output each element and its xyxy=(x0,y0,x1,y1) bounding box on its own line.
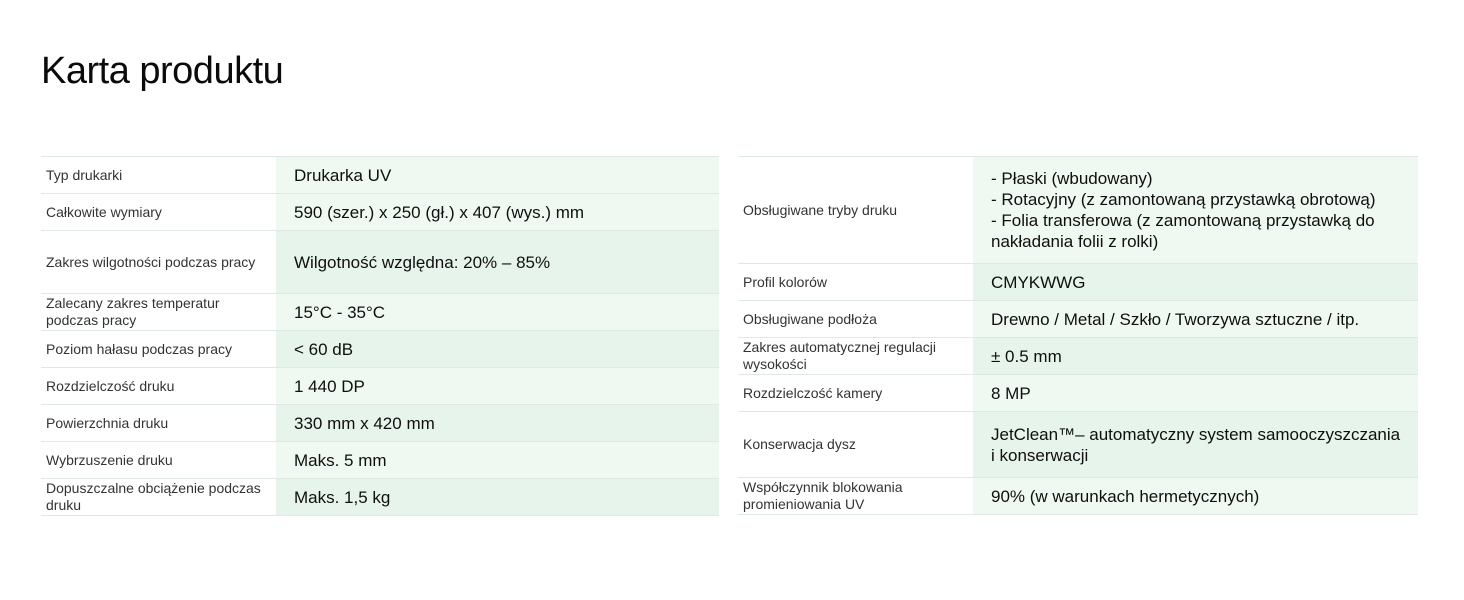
table-row xyxy=(738,157,1418,264)
spec-value: ± 0.5 mm xyxy=(973,338,1418,375)
table-row xyxy=(41,405,719,442)
spec-label: Zalecany zakres temperatur podczas pracy xyxy=(41,294,276,331)
table-row xyxy=(738,338,1418,375)
spec-value: JetClean™– automatyczny system samooczyszczania i konserwacji xyxy=(973,412,1418,478)
spec-label: Rozdzielczość kamery xyxy=(738,375,973,412)
spec-value: Wilgotność względna: 20% – 85% xyxy=(276,231,719,294)
table-row xyxy=(738,264,1418,301)
table-row xyxy=(41,294,719,331)
spec-value: 1 440 DP xyxy=(276,368,719,405)
spec-table-left xyxy=(41,156,719,516)
spec-value: Maks. 5 mm xyxy=(276,442,719,479)
spec-value: 90% (w warunkach hermetycznych) xyxy=(973,478,1418,515)
spec-label: Dopuszczalne obciążenie podczas druku xyxy=(41,479,276,516)
table-row xyxy=(738,412,1418,478)
spec-value: 8 MP xyxy=(973,375,1418,412)
spec-label: Obsługiwane podłoża xyxy=(738,301,973,338)
spec-label: Zakres wilgotności podczas pracy xyxy=(41,231,276,294)
spec-value: 330 mm x 420 mm xyxy=(276,405,719,442)
spec-value: 590 (szer.) x 250 (gł.) x 407 (wys.) mm xyxy=(276,194,719,231)
spec-value: Maks. 1,5 kg xyxy=(276,479,719,516)
spec-label: Konserwacja dysz xyxy=(738,412,973,478)
spec-label: Profil kolorów xyxy=(738,264,973,301)
print-mode-item: - Folia transferowa (z zamontowaną przystawką do nakładania folii z rolki) xyxy=(991,211,1375,251)
spec-label: Poziom hałasu podczas pracy xyxy=(41,331,276,368)
table-row xyxy=(738,375,1418,412)
spec-label: Zakres automatycznej regulacji wysokości xyxy=(738,338,973,375)
spec-label: Całkowite wymiary xyxy=(41,194,276,231)
table-row xyxy=(41,231,719,294)
spec-value: Drewno / Metal / Szkło / Tworzywa sztuczne / itp. xyxy=(973,301,1418,338)
table-row xyxy=(41,442,719,479)
table-row xyxy=(41,479,719,516)
print-mode-item: - Płaski (wbudowany) xyxy=(991,169,1153,188)
table-row xyxy=(738,301,1418,338)
spec-value: CMYKWWG xyxy=(973,264,1418,301)
table-row xyxy=(41,368,719,405)
spec-label: Obsługiwane tryby druku xyxy=(738,157,973,264)
spec-value: Drukarka UV xyxy=(276,157,719,194)
spec-label: Współczynnik blokowania promieniowania UV xyxy=(738,478,973,515)
spec-label: Wybrzuszenie druku xyxy=(41,442,276,479)
table-row xyxy=(738,478,1418,515)
spec-value xyxy=(973,157,1418,264)
spec-label: Rozdzielczość druku xyxy=(41,368,276,405)
table-row xyxy=(41,331,719,368)
spec-value: < 60 dB xyxy=(276,331,719,368)
spec-table-right xyxy=(738,156,1418,515)
table-row xyxy=(41,157,719,194)
page-title: Karta produktu xyxy=(41,50,284,92)
spec-value: 15°C - 35°C xyxy=(276,294,719,331)
spec-label: Typ drukarki xyxy=(41,157,276,194)
print-mode-item: - Rotacyjny (z zamontowaną przystawką obrotową) xyxy=(991,190,1376,209)
spec-label: Powierzchnia druku xyxy=(41,405,276,442)
table-row xyxy=(41,194,719,231)
